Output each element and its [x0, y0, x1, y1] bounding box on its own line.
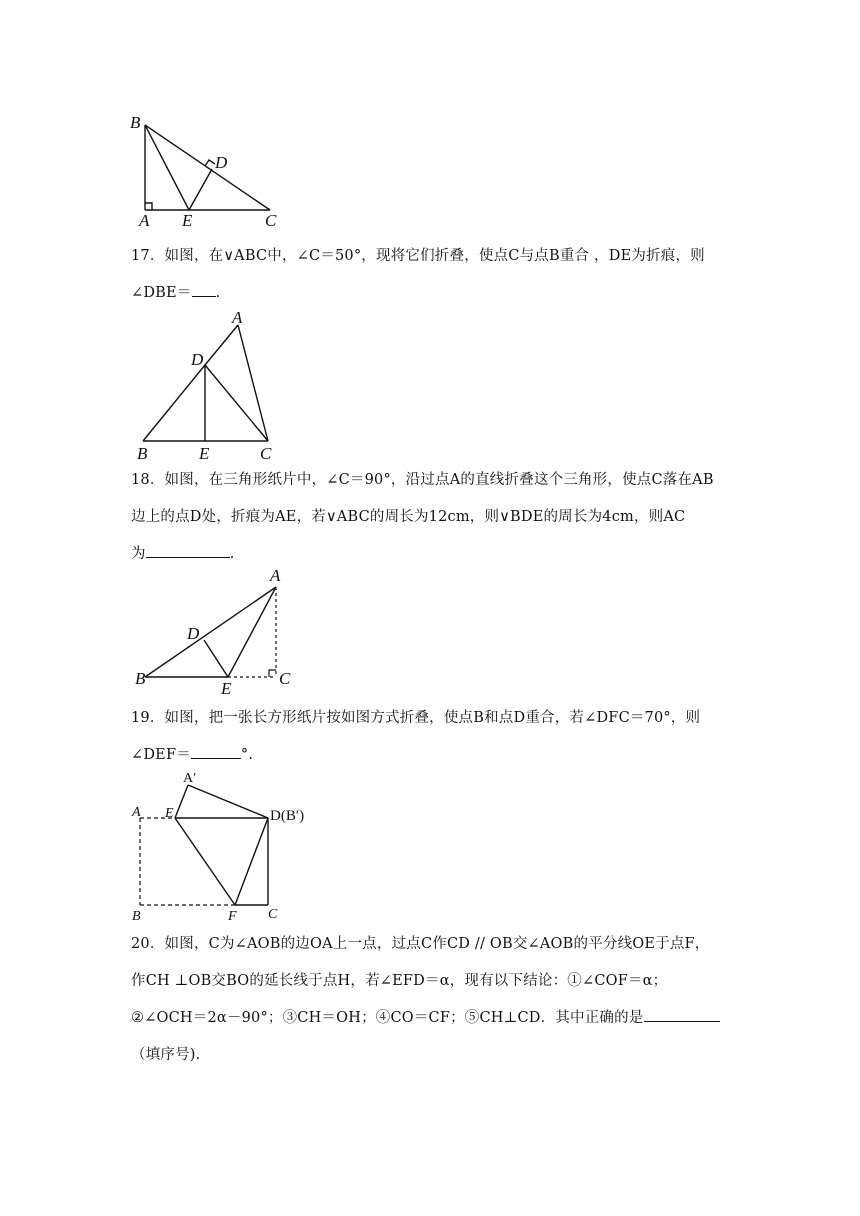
- label-b: B: [137, 444, 148, 463]
- figure-18-svg: [130, 565, 300, 700]
- label-c: C: [279, 669, 291, 688]
- question-18: [131, 462, 741, 573]
- answer-blank-19[interactable]: [191, 744, 241, 759]
- label-b: B: [132, 909, 141, 924]
- question-19-line-2: [131, 737, 741, 774]
- segment-fd: [235, 818, 268, 905]
- label-d-b-prime: D(B′): [270, 808, 305, 824]
- label-e: E: [182, 211, 193, 230]
- label-a: A: [270, 566, 281, 585]
- figure-16-triangle: [125, 110, 295, 230]
- label-d: D: [187, 624, 200, 643]
- label-c: C: [265, 211, 277, 230]
- question-18-line-3-suffix: .: [229, 546, 235, 562]
- segment-bc: [145, 125, 270, 210]
- label-b: B: [130, 113, 141, 132]
- segment-ed: [189, 169, 212, 210]
- label-c: C: [260, 444, 272, 463]
- question-19-line-2-prefix: ∠DEF＝: [131, 747, 191, 763]
- figure-19-rectangle: [125, 770, 325, 925]
- label-c: C: [268, 907, 278, 922]
- label-d: D: [191, 350, 204, 369]
- question-20-line-4: （填序号).: [131, 1047, 201, 1063]
- segment-ea1: [175, 785, 188, 818]
- figure-17-svg: [130, 305, 290, 465]
- segment-da: [205, 325, 238, 365]
- figure-19-svg: [125, 770, 325, 925]
- segment-de: [204, 640, 228, 677]
- question-17-line-2-suffix: .: [215, 285, 221, 301]
- answer-blank-18[interactable]: [146, 543, 230, 558]
- label-e: E: [199, 444, 210, 463]
- segment-ba: [145, 587, 276, 677]
- question-20-line-3-prefix: ②∠OCH＝2α－90°；③CH＝OH；④CO＝CF；⑤CH⊥CD．其中正确的是: [131, 1010, 644, 1026]
- label-e: E: [165, 806, 174, 821]
- segment-be: [145, 125, 189, 210]
- question-20: [131, 926, 741, 1074]
- right-angle-mark-d: [205, 160, 215, 166]
- question-20-line-3: [131, 1000, 741, 1037]
- question-17: [131, 238, 741, 312]
- question-18-line-3-prefix: 为: [131, 546, 146, 562]
- label-a: A: [139, 211, 150, 230]
- label-b: B: [135, 669, 146, 688]
- question-19: [131, 700, 741, 774]
- question-18-line-2: 边上的点D处，折痕为AE，若∨ABC的周长为12cm，则∨BDE的周长为4cm，则AC: [131, 509, 686, 525]
- label-d: D: [215, 153, 228, 172]
- question-18-line-1: 18．如图，在三角形纸片中，∠C＝90°，沿过点A的直线折叠这个三角形，使点C落在AB: [131, 472, 714, 488]
- segment-a1d: [188, 785, 268, 818]
- figure-16-svg: [125, 110, 295, 230]
- label-f: F: [228, 909, 237, 924]
- question-17-line-1: 17．如图，在∨ABC中，∠C＝50°，现将它们折叠，使点C与点B重合 ，DE为折痕，则: [131, 248, 705, 264]
- right-angle-mark-c: [269, 670, 276, 677]
- label-a-prime: A′: [183, 771, 197, 786]
- label-e: E: [221, 679, 232, 698]
- question-19-line-1: 19．如图，把一张长方形纸片按如图方式折叠，使点B和点D重合，若∠DFC＝70°，则: [131, 710, 701, 726]
- question-17-line-2-prefix: ∠DBE＝: [131, 285, 192, 301]
- label-a: A: [132, 805, 141, 820]
- segment-ea: [228, 587, 276, 677]
- question-20-line-1: 20．如图，C为∠AOB的边OA上一点，过点C作CD // OB交∠AOB的平分线OE于点F，: [131, 936, 710, 952]
- segment-ef: [175, 818, 235, 905]
- answer-blank-17[interactable]: [192, 282, 216, 297]
- question-19-line-2-suffix: °.: [240, 747, 254, 763]
- figure-18-triangle: [130, 565, 300, 700]
- figure-17-triangle: [130, 305, 290, 465]
- label-a: A: [232, 308, 243, 327]
- segment-bd: [143, 365, 205, 441]
- right-angle-mark-a: [145, 203, 152, 210]
- answer-blank-20[interactable]: [644, 1007, 720, 1022]
- question-20-line-2: 作CH ⊥OB交BO的延长线于点H，若∠EFD＝α，现有以下结论：①∠COF＝α；: [131, 973, 668, 989]
